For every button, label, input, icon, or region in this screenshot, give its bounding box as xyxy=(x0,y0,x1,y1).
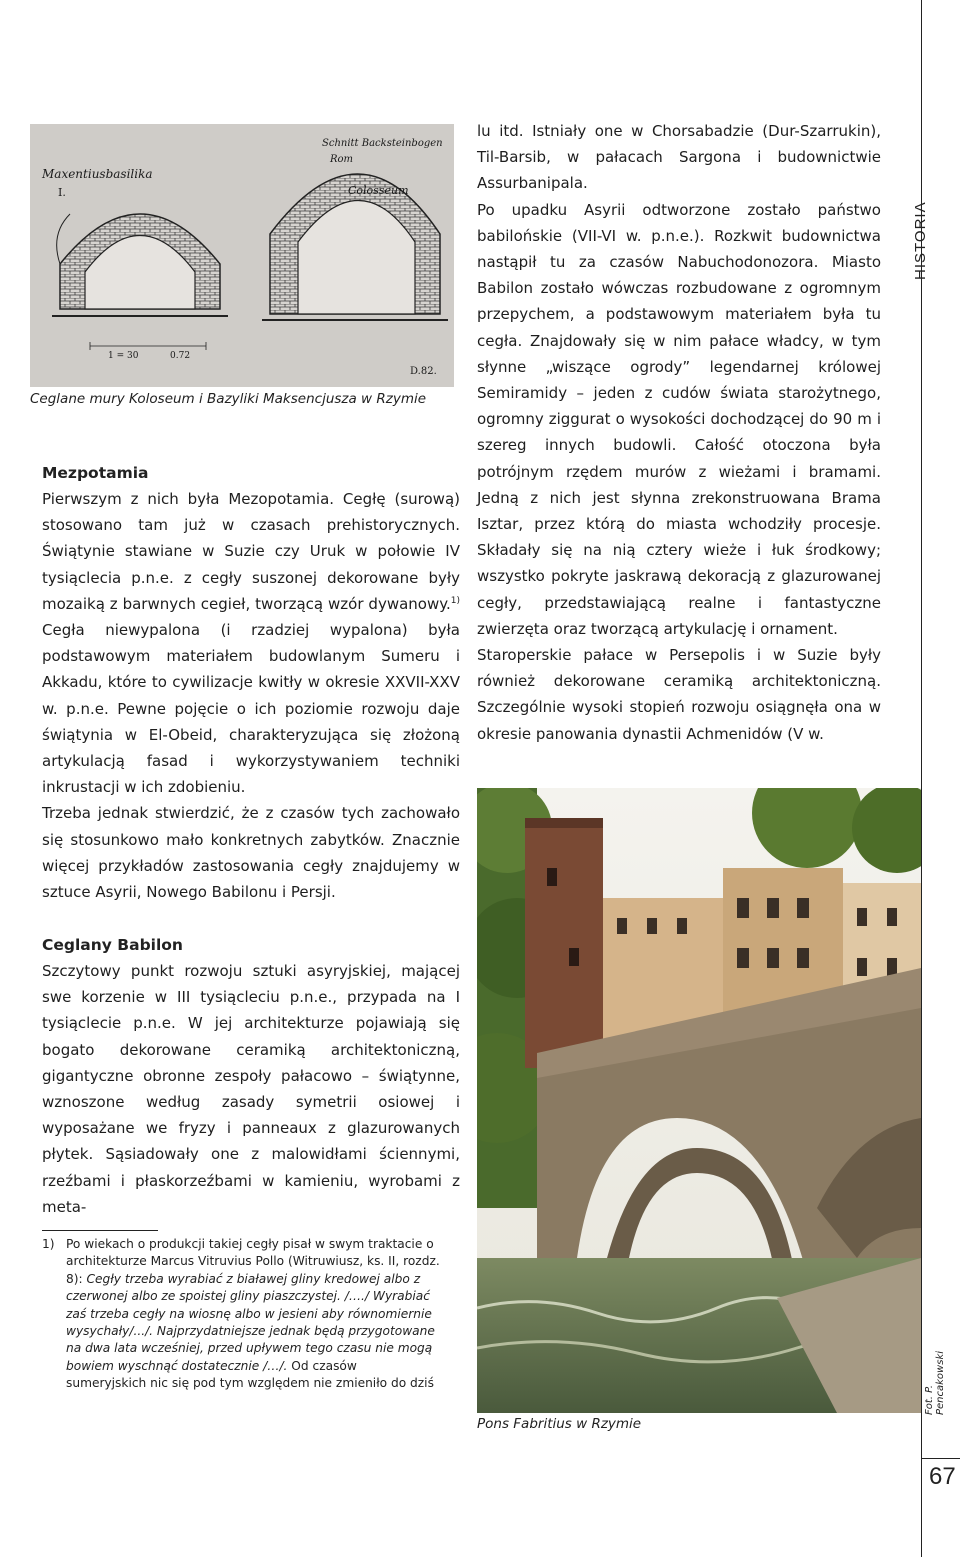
heading-babilon: Ceglany Babilon xyxy=(42,936,183,954)
sketch-label-colosseum: Colosseum xyxy=(348,184,409,197)
footnote-quote: Cegły trzeba wyrabiać z białawej gliny kredowej albo z czerwonej albo ze spoistej gliny piaszczystej. /…./ Wyrabiać zaś trzeba cegły na wiosnę albo w jesieni aby równomiernie wysychały/.../. Najprzydatniejsze jednak będą przygotowane na dwa lata wcześniej, przed upływem tego czasu nie mogą bowiem wyschnąć dostatecznie /…/. xyxy=(66,1271,435,1373)
paragraph-asyria: Szczytowy punkt rozwoju sztuki asyryjskiej, mającej swe korzenie w III tysiącleciu p.n.e., przypada na I tysiąclecie p.n.e. W jej architekturze pojawiają się bogato dekorowane ceramiką architektoniczną, gigantyczne obronne zespoły pałacowo – świątynne, wznoszone według zasady symetrii osiowej i wyposażane we fryzy i panneaux z glazurowanych płytek. Sąsiadowały one z malowidłami ściennymi, rzeźbami i płaskorzeźbami w kamieniu, wyrobami z meta- xyxy=(42,962,460,1216)
footnote-text-plain: Po wiekach o produkcji takiej cegły pisał w swym traktacie o architekturze Marcus Vitruvius Pollo (Witruwiusz, ks. II, rozdz. 8): xyxy=(66,1237,440,1286)
page-number: 67 xyxy=(929,1463,956,1490)
sketch-label-right-sub: Rom xyxy=(330,154,354,165)
sketch-label-left: Maxentiusbasilika xyxy=(42,167,153,181)
left-column-top xyxy=(42,460,460,905)
paragraph-right-2: Po upadku Asyrii odtworzone zostało państwo babilońskie (VII-VI w. p.n.e.). Rozkwit budownictwa nastąpił tu za czasów Nabuchodonozora. Miasto Babilon zostało wówczas rozbudowane z ogromnym przepychem, a podstawowym materiałem była tu cegła. Znajdowały się w nim pałace władcy, w tym słynne „wiszące ogrody” legendarnej królowej Semiramidy – jeden z cudów świata starożytnego, ogromny ziggurat o wysokości dochodzącej do 90 m i szereg innych budowli. Całość otoczona była potrójnym rzędem murów z wieżami i bramami. Jedną z nich jest słynna zrekonstruowana Brama Isztar, przez którą do miasta wchodziły procesje. Składały się na nią cztery wieże i łuk środkowy; wszystko pokryte jaskrawą dekoracją z glazurowanej cegły, przedstawiającą realne i fantastyczne zwierzęta oraz tworzącą artykulację i ornament. xyxy=(477,200,881,638)
sketch-dimension-1: 1 = 30 xyxy=(108,351,139,361)
bridge-photo xyxy=(477,788,921,1413)
footnote-mark: 1) xyxy=(42,1237,55,1251)
paragraph-mezopotamia xyxy=(42,486,460,800)
heading-mezpotamia: Mezpotamia xyxy=(42,464,149,482)
photo-credit: Fot. P. Pencakowski xyxy=(924,1350,946,1415)
left-column-bottom xyxy=(42,932,460,1220)
sketch-dimension-2: 0.72 xyxy=(170,351,191,361)
footnote-text xyxy=(42,1236,440,1393)
sketch-label-left-num: I. xyxy=(58,186,66,199)
footnote xyxy=(42,1236,440,1393)
pons-fabritius-image xyxy=(477,788,921,1413)
photo-caption: Pons Fabritius w Rzymie xyxy=(477,1416,642,1432)
sketch-mark: D.82. xyxy=(410,366,437,377)
page-number-rule xyxy=(921,1458,960,1459)
sketch-label-right: Schnitt Backsteinbogen xyxy=(322,138,443,149)
footnote-rule xyxy=(42,1230,158,1231)
paragraph-text: Cegła niewypalona (i rzadziej wypalona) była podstawowym materiałem budowlanym Sumeru i Akkadu, które to cywilizacje kwitły w okresie XXVII-XXV w. p.n.e. Pewne pojęcie o ich poziomie rozwoju daje świątynia w El-Obeid, charakteryzująca się złożoną artykulacją fasad i wykorzystywaniem techniki inkrustacji w ich zdobieniu. xyxy=(42,621,460,797)
footnote-ref: 1) xyxy=(450,595,460,606)
right-column xyxy=(477,118,881,747)
footnote-text-plain: Od czasów sumeryjskich nic się pod tym względem nie zmieniło do dziś xyxy=(66,1358,434,1391)
section-label: HISTORIA xyxy=(912,201,929,280)
brick-arch-sketch xyxy=(30,124,454,387)
paragraph-right-3: Staroperskie pałace w Persepolis i w Suzie były również dekorowane ceramiką architektoniczną. Szczególnie wysoki stopień rozwoju osiągnęła ona w okresie panowania dynastii Achmenidów (V w. xyxy=(477,646,881,743)
paragraph-zabytki: Trzeba jednak stwierdzić, że z czasów tych zachowało się stosunkowo mało konkretnych zabytków. Znacznie więcej przykładów zastosowania cegły znajdujemy w sztuce Asyrii, Nowego Babilonu i Persji. xyxy=(42,804,460,902)
illustration-caption: Ceglane mury Koloseum i Bazyliki Maksencjusza w Rzymie xyxy=(30,391,427,407)
paragraph-right-1: lu itd. Istniały one w Chorsabadzie (Dur-Szarrukin), Til-Barsib, w pałacach Sargona i budownictwie Assurbanipala. xyxy=(477,122,881,193)
arch-drawing xyxy=(30,124,454,387)
paragraph-text: Pierwszym z nich była Mezopotamia. Cegłę (surową) stosowano tam już w czasach prehistorycznych. Świątynie stawiane w Suzie czy Uruk w połowie IV tysiąclecia p.n.e. z cegły suszonej dekorowane były mozaiką z barwnych cegieł, tworzącą wzór dywanowy. xyxy=(42,490,460,613)
